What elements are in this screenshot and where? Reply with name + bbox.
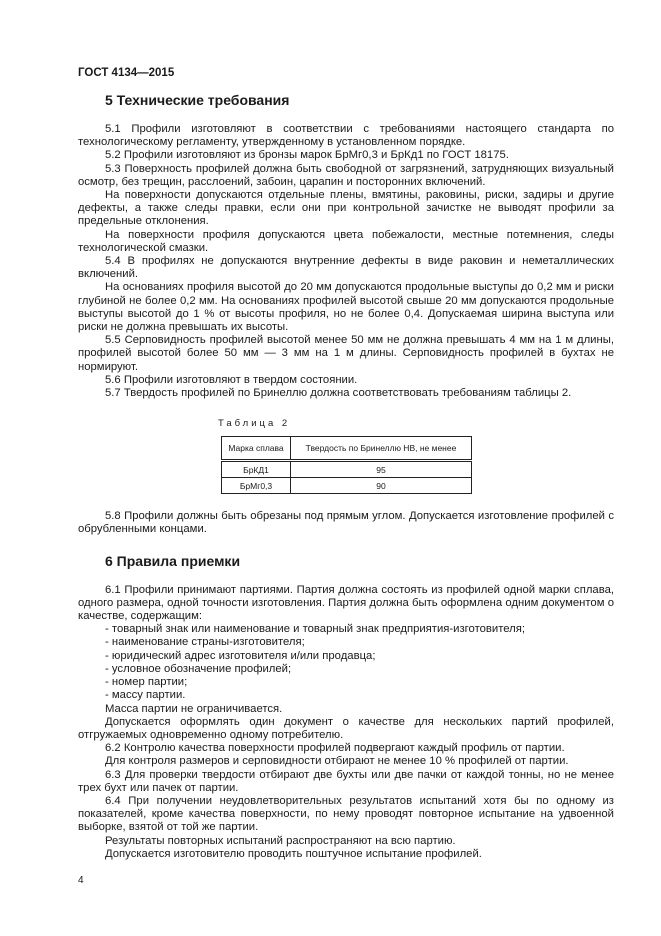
paragraph: Масса партии не ограничивается. (105, 702, 283, 715)
paragraph: 6.1 Профили принимают партиями. Партия должна состоять из профилей одной марки сплава, одного размера, одной точности изготовления. Партия должна быть оформлена одним документом о качестве, содержащим: (78, 583, 614, 623)
paragraph: 5.6 Профили изготовляют в твердом состоянии. (105, 373, 358, 386)
paragraph: 5.8 Профили должны быть обрезаны под прямым углом. Допускается изготовление профилей с обрубленными концами. (78, 510, 614, 536)
table-cell: 95 (291, 461, 472, 478)
section-6-title: 6 Правила приемки (105, 552, 241, 569)
paragraph-5-8-block (78, 510, 614, 536)
paragraph: 6.4 При получении неудовлетворительных результатов испытаний хотя бы по одному из показателей, кроме качества поверхности, по нему проводят повторное испытание на удвоенной выборке, взятой от той же партии. (78, 794, 614, 834)
paragraph: Допускается изготовителю проводить поштучное испытание профилей. (105, 847, 482, 860)
paragraph: 6.3 Для проверки твердости отбирают две бухты или две пачки от каждой тонны, но не менее трех бухт или пачек от партии. (78, 768, 614, 794)
list-item: - номер партии; (105, 676, 188, 689)
paragraph: 5.5 Серповидность профилей высотой менее 50 мм не должна превышать 4 мм на 1 м длины, профилей высотой более 50 мм — 3 мм на 1 м длины. Серповидность профилей в бухтах не нормируют. (78, 334, 614, 373)
list-item: - юридический адрес изготовителя и/или продавца; (105, 649, 376, 662)
paragraph: 5.1 Профили изготовляют в соответствии с требованиями настоящего стандарта по технологическому регламенту, утвержденному в установленном порядке. (78, 123, 614, 149)
paragraph: 5.4 В профилях не допускаются внутренние дефекты в виде раковин и неметаллических включений. (78, 255, 614, 281)
paragraph: Для контроля размеров и серповидности отбирают не менее 10 % профилей от партии. (105, 755, 569, 768)
section-6-body (78, 584, 614, 861)
paragraph: На поверхности допускаются отдельные плены, вмятины, раковины, риски, задиры и другие дефекты, а также следы правки, если они при контрольной зачистке не выводят профили за предельные отклонения. (78, 189, 614, 228)
section-5-title: 5 Технические требования (105, 92, 290, 108)
table-row (222, 461, 472, 478)
page-number: 4 (78, 874, 84, 886)
paragraph: На основаниях профиля высотой до 20 мм допускаются продольные выступы до 0,2 мм и риски глубиной не более 0,2 мм. На основаниях профилей высотой свыше 20 мм допускаются продольные выступы высотой до 1 % от высоты профиля, но не более 0,4. Допускаемая ширина выступа или риски не должна превышать их высоты. (78, 281, 614, 334)
paragraph: 5.7 Твердость профилей по Бринеллю должна соответствовать требованиям таблицы 2. (105, 387, 572, 400)
column-header: Марка сплава (222, 437, 291, 461)
document-header: ГОСТ 4134—2015 (78, 67, 175, 79)
hardness-table (221, 436, 472, 494)
table-caption: Таблица 2 (218, 418, 291, 430)
paragraph: Допускается оформлять один документ о качестве для нескольких партий профилей, отгружаемых одновременно одному потребителю. (78, 715, 614, 741)
table-cell: БрКД1 (222, 461, 291, 478)
list-item: - массу партии. (105, 689, 186, 702)
table-cell: БрМг0,3 (222, 478, 291, 494)
paragraph: На поверхности профиля допускаются цвета побежалости, местные потемнения, следы технологической смазки. (78, 228, 614, 254)
section-5-body (78, 123, 614, 400)
paragraph: 5.2 Профили изготовляют из бронзы марок БрМг0,3 и БрКд1 по ГОСТ 18175. (105, 149, 509, 162)
column-header: Твердость по Бринеллю НВ, не менее (291, 437, 472, 461)
paragraph: 6.2 Контролю качества поверхности профилей подвергают каждый профиль от партии. (105, 742, 565, 755)
paragraph: Результаты повторных испытаний распространяют на всю партию. (105, 834, 456, 847)
table-cell: 90 (291, 478, 472, 494)
paragraph: 5.3 Поверхность профилей должна быть свободной от загрязнений, затрудняющих визуальный осмотр, без трещин, расслоений, забоин, царапин и посторонних включений. (78, 162, 614, 188)
table-header-row (222, 437, 472, 461)
list-item: - товарный знак или наименование и товарный знак предприятия-изготовителя; (105, 623, 526, 636)
list-item: - наименование страны-изготовителя; (105, 636, 305, 649)
table-row (222, 478, 472, 494)
list-item: - условное обозначение профилей; (105, 662, 292, 675)
